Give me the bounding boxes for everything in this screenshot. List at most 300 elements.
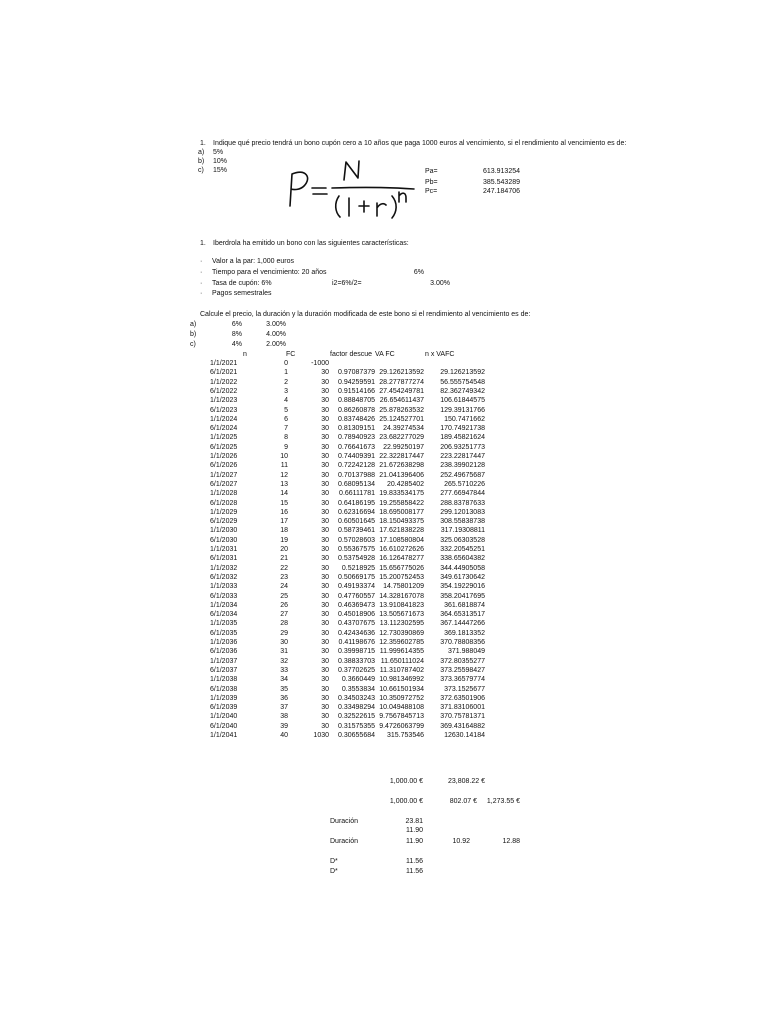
cell-present-value: 11.999614355 xyxy=(379,648,424,656)
modified-duration-label: D* xyxy=(330,858,338,865)
cell-date: 1/1/2027 xyxy=(210,471,238,479)
cell-date: 6/1/2039 xyxy=(210,704,238,712)
cell-date: 1/1/2030 xyxy=(210,527,238,535)
bullet-dot: · xyxy=(200,290,203,297)
cell-date: 6/1/2029 xyxy=(210,518,238,526)
q2-option-a-letter: a) xyxy=(190,321,197,328)
cell-n-x-pv: 338.65604382 xyxy=(440,555,485,563)
table-row xyxy=(0,489,768,498)
cell-date: 6/1/2037 xyxy=(210,666,238,674)
cell-cash-flow: 30 xyxy=(321,573,329,581)
cell-discount-factor: 0.81309151 xyxy=(338,425,375,433)
cell-present-value: 9.7567845713 xyxy=(379,713,424,721)
table-row xyxy=(0,452,768,461)
cell-date: 1/1/2021 xyxy=(210,360,238,367)
cell-period: 6 xyxy=(284,415,288,423)
cell-period: 30 xyxy=(280,639,288,646)
cell-date: 1/1/2031 xyxy=(210,546,238,553)
cell-n-x-pv: 344.44905058 xyxy=(440,564,485,572)
cell-cash-flow: 30 xyxy=(321,657,329,665)
cell-cash-flow: 30 xyxy=(321,620,329,628)
table-row xyxy=(0,601,768,610)
cell-period: 8 xyxy=(284,434,288,442)
cell-discount-factor: 0.47760557 xyxy=(338,592,375,600)
cell-present-value: 15.200752453 xyxy=(379,573,424,581)
cell-cash-flow: 30 xyxy=(321,462,329,470)
cell-period: 13 xyxy=(280,480,288,488)
q1-option-b-value: 10% xyxy=(213,158,228,165)
cell-date: 6/1/2040 xyxy=(210,722,238,730)
cell-discount-factor: 0.39998715 xyxy=(338,648,375,656)
cell-n-x-pv: 370.78808356 xyxy=(440,639,485,646)
cell-n-x-pv: 373.1525677 xyxy=(444,685,485,693)
q1-result-c-label: Pc= xyxy=(425,188,438,195)
table-row xyxy=(0,396,768,405)
cell-discount-factor: 0.3553834 xyxy=(341,685,375,693)
cell-period: 19 xyxy=(280,536,288,544)
table-row xyxy=(0,536,768,545)
duracion-years: 11.90 xyxy=(406,827,423,834)
cell-n-x-pv: 325.06303528 xyxy=(440,536,485,544)
cell-date: 1/1/2038 xyxy=(210,676,238,684)
cell-present-value: 22.322817447 xyxy=(379,453,424,460)
table-row xyxy=(0,657,768,666)
cell-present-value: 13.910841823 xyxy=(379,601,424,609)
cell-cash-flow: 30 xyxy=(321,378,329,386)
cell-present-value: 15.656775026 xyxy=(379,564,424,572)
table-row xyxy=(0,629,768,638)
cell-date: 6/1/2024 xyxy=(210,425,238,433)
q1-result-c-value: 247.184706 xyxy=(483,188,520,195)
cell-discount-factor: 0.50669175 xyxy=(338,573,375,581)
sum-n-x-vafc: 23,808.22 € xyxy=(448,778,485,785)
cell-period: 0 xyxy=(284,360,288,367)
bullet-par-value: Valor a la par: 1,000 euros xyxy=(212,258,294,265)
table-row xyxy=(0,722,768,731)
cell-discount-factor: 0.86260878 xyxy=(338,406,375,414)
q1-result-b-label: Pb= xyxy=(425,179,438,186)
cell-n-x-pv: 29.126213592 xyxy=(440,369,485,377)
cell-n-x-pv: 371.988049 xyxy=(448,648,485,656)
cell-n-x-pv: 332.20545251 xyxy=(440,546,485,553)
cell-date: 6/1/2027 xyxy=(210,480,238,488)
cell-present-value: 26.654611437 xyxy=(379,397,424,405)
cell-date: 6/1/2023 xyxy=(210,406,238,414)
table-row xyxy=(0,545,768,554)
cell-discount-factor: 0.88848705 xyxy=(338,397,375,405)
cell-date: 1/1/2033 xyxy=(210,583,238,591)
cell-discount-factor: 0.38833703 xyxy=(338,657,375,665)
cell-discount-factor: 0.72242128 xyxy=(338,462,375,470)
cell-discount-factor: 0.57028603 xyxy=(338,536,375,544)
cell-cash-flow: 30 xyxy=(321,434,329,442)
q1-option-a-letter: a) xyxy=(198,149,205,156)
bullet-coupon: Tasa de cupón: 6% xyxy=(212,280,272,287)
cell-present-value: 10.350972752 xyxy=(379,694,424,702)
cell-period: 1 xyxy=(284,369,288,377)
duracion-a: 11.90 xyxy=(406,838,423,845)
cell-n-x-pv: 354.19229016 xyxy=(440,583,485,591)
cell-present-value: 315.753546 xyxy=(387,732,424,739)
cell-period: 37 xyxy=(280,704,288,712)
cell-present-value: 16.610272626 xyxy=(379,546,424,553)
cell-n-x-pv: 265.5710226 xyxy=(444,480,485,488)
cell-discount-factor: 0.46369473 xyxy=(338,601,375,609)
cell-date: 1/1/2035 xyxy=(210,620,238,628)
cell-discount-factor: 0.74409391 xyxy=(338,453,375,460)
q2-option-b-letter: b) xyxy=(190,331,197,338)
cell-period: 15 xyxy=(280,499,288,507)
cell-period: 9 xyxy=(284,443,288,451)
table-row xyxy=(0,582,768,591)
cell-n-x-pv: 369.1813352 xyxy=(444,629,485,637)
cell-period: 2 xyxy=(284,378,288,386)
cell-discount-factor: 0.3660449 xyxy=(341,676,375,684)
cell-n-x-pv: 189.45821624 xyxy=(440,434,485,442)
cell-period: 33 xyxy=(280,666,288,674)
cell-date: 6/1/2034 xyxy=(210,611,238,619)
modified-duration-label: D* xyxy=(330,868,338,875)
header-factor: factor descue xyxy=(330,351,373,358)
table-row xyxy=(0,526,768,535)
cell-n-x-pv: 367.14447266 xyxy=(440,620,485,628)
table-row xyxy=(0,703,768,712)
cell-date: 6/1/2036 xyxy=(210,648,238,656)
cell-date: 6/1/2038 xyxy=(210,685,238,693)
cell-n-x-pv: 349.61730642 xyxy=(440,573,485,581)
cell-discount-factor: 0.91514166 xyxy=(338,387,375,395)
cell-cash-flow: 30 xyxy=(321,518,329,526)
cell-present-value: 29.126213592 xyxy=(379,369,424,377)
cell-n-x-pv: 317.19308811 xyxy=(440,527,485,535)
cell-n-x-pv: 56.555754548 xyxy=(440,378,485,386)
cell-date: 1/1/2032 xyxy=(210,564,238,572)
cell-n-x-pv: 373.25598427 xyxy=(440,666,485,674)
table-row xyxy=(0,666,768,675)
cell-cash-flow: 30 xyxy=(321,722,329,730)
cell-present-value: 21.672638298 xyxy=(379,462,424,470)
cell-period: 39 xyxy=(280,722,288,730)
cell-discount-factor: 0.58739461 xyxy=(338,527,375,535)
duracion-label: Duración xyxy=(330,818,359,825)
cell-cash-flow: 30 xyxy=(321,629,329,637)
cell-period: 23 xyxy=(280,573,288,581)
cell-n-x-pv: 288.83787633 xyxy=(440,499,485,507)
cell-date: 1/1/2040 xyxy=(210,713,238,721)
table-row xyxy=(0,443,768,452)
cell-date: 6/1/2031 xyxy=(210,555,238,563)
q1-result-b-value: 385.543289 xyxy=(483,179,520,186)
cell-period: 21 xyxy=(280,555,288,563)
cell-present-value: 19.833534175 xyxy=(379,490,424,498)
q2-option-a-annual: 6% xyxy=(231,321,242,328)
q2-text: Iberdrola ha emitido un bono con las siguientes características: xyxy=(213,240,409,247)
table-row xyxy=(0,461,768,470)
cell-cash-flow: 30 xyxy=(321,555,329,563)
table-row xyxy=(0,406,768,415)
cell-cash-flow: 30 xyxy=(321,369,329,377)
cell-cash-flow: 30 xyxy=(321,406,329,414)
cell-cash-flow: 30 xyxy=(321,694,329,702)
duracion-b: 10.92 xyxy=(452,838,470,845)
cell-date: 1/1/2037 xyxy=(210,657,238,665)
cell-cash-flow: 30 xyxy=(321,415,329,423)
cell-present-value: 11.310787402 xyxy=(379,666,424,674)
cell-n-x-pv: 170.74921738 xyxy=(440,425,485,433)
cell-date: 1/1/2029 xyxy=(210,508,238,516)
modified-duration-value: 11.56 xyxy=(406,868,423,875)
sum-va-fc: 1,000.00 € xyxy=(389,778,423,785)
cell-n-x-pv: 129.39131766 xyxy=(440,406,485,414)
cell-cash-flow: 30 xyxy=(321,453,329,460)
cell-date: 1/1/2036 xyxy=(210,639,238,646)
cell-discount-factor: 0.42434636 xyxy=(338,629,375,637)
q2-number: 1. xyxy=(200,240,206,247)
cell-period: 34 xyxy=(280,676,288,684)
q1-option-a-value: 5% xyxy=(213,149,224,156)
maturity-extra: 6% xyxy=(413,269,424,276)
duracion-periods: 23.81 xyxy=(405,818,423,825)
cell-cash-flow: 30 xyxy=(321,387,329,395)
coupon-semiannual-rate: 3.00% xyxy=(430,280,450,287)
cell-date: 6/1/2021 xyxy=(210,369,238,377)
cell-discount-factor: 0.31575355 xyxy=(338,722,375,730)
table-row xyxy=(0,694,768,703)
coupon-semiannual-formula: i2=6%/2= xyxy=(332,280,362,287)
cell-discount-factor: 0.62316694 xyxy=(338,508,375,516)
cell-cash-flow: 30 xyxy=(321,397,329,405)
cell-present-value: 19.255858422 xyxy=(379,499,424,507)
cell-n-x-pv: 82.362749342 xyxy=(440,387,485,395)
cell-date: 1/1/2034 xyxy=(210,601,238,609)
table-row xyxy=(0,415,768,424)
bullet-maturity: Tiempo para el vencimiento: 20 años xyxy=(212,269,327,276)
cell-discount-factor: 0.33498294 xyxy=(338,704,375,712)
cell-present-value: 28.277877274 xyxy=(379,378,424,386)
cell-period: 4 xyxy=(284,397,288,405)
cell-discount-factor: 0.64186195 xyxy=(338,499,375,507)
cell-discount-factor: 0.83748426 xyxy=(338,415,375,423)
cell-n-x-pv: 308.55838738 xyxy=(440,518,485,526)
cell-date: 6/1/2025 xyxy=(210,443,238,451)
cell-date: 1/1/2026 xyxy=(210,453,238,460)
cell-present-value: 18.695008177 xyxy=(379,508,424,516)
cell-period: 14 xyxy=(280,490,288,498)
cell-date: 1/1/2028 xyxy=(210,490,238,498)
cell-present-value: 21.041396406 xyxy=(379,471,424,479)
cell-present-value: 24.39274534 xyxy=(383,425,424,433)
cell-period: 17 xyxy=(280,518,288,526)
table-row xyxy=(0,508,768,517)
header-n: n xyxy=(243,351,247,358)
cell-period: 5 xyxy=(284,406,288,414)
table-row xyxy=(0,573,768,582)
table-row xyxy=(0,359,768,368)
cell-period: 3 xyxy=(284,387,288,395)
cell-period: 12 xyxy=(280,471,288,479)
duracion-c: 12.88 xyxy=(502,838,520,845)
price-a: 1,000.00 € xyxy=(389,798,423,805)
cell-present-value: 23.682277029 xyxy=(379,434,424,442)
cell-period: 27 xyxy=(280,611,288,619)
cell-date: 1/1/2041 xyxy=(210,732,238,739)
cell-discount-factor: 0.70137988 xyxy=(338,471,375,479)
cell-discount-factor: 0.32522615 xyxy=(338,713,375,721)
table-row xyxy=(0,517,768,526)
cell-present-value: 10.981346992 xyxy=(379,676,424,684)
duracion-label: Duración xyxy=(330,838,359,845)
cell-n-x-pv: 299.12013083 xyxy=(440,508,485,516)
cell-discount-factor: 0.66111781 xyxy=(339,490,375,498)
q1-option-b-letter: b) xyxy=(198,158,205,165)
price-c: 1,273.55 € xyxy=(486,798,520,805)
header-n-x-vafc: n x VAFC xyxy=(425,351,455,358)
price-b: 802.07 € xyxy=(449,798,477,805)
cell-cash-flow: 30 xyxy=(321,592,329,600)
table-row xyxy=(0,685,768,694)
cell-n-x-pv: 238.39902128 xyxy=(440,462,485,470)
q2-calc-text: Calcule el precio, la duración y la duración modificada de este bono si el rendimiento al vencimiento es de: xyxy=(200,311,531,318)
cell-present-value: 12.730390869 xyxy=(379,629,424,637)
header-va-fc: VA FC xyxy=(375,351,395,358)
cell-present-value: 11.650111024 xyxy=(380,657,424,665)
cell-discount-factor: 0.53754928 xyxy=(338,555,375,563)
q2-option-c-semi: 2.00% xyxy=(266,341,286,348)
cell-date: 6/1/2022 xyxy=(210,387,238,395)
bullet-dot: · xyxy=(200,269,203,276)
cell-n-x-pv: 369.43164882 xyxy=(440,722,485,730)
cell-n-x-pv: 361.6818874 xyxy=(444,601,485,609)
cell-discount-factor: 0.94259591 xyxy=(338,378,375,386)
table-row xyxy=(0,433,768,442)
cell-discount-factor: 0.55367575 xyxy=(338,546,375,553)
cell-discount-factor: 0.43707675 xyxy=(338,620,375,628)
cell-cash-flow: 30 xyxy=(321,471,329,479)
cell-period: 31 xyxy=(280,648,288,656)
cell-cash-flow: 30 xyxy=(321,527,329,535)
cell-discount-factor: 0.97087379 xyxy=(338,369,375,377)
table-row xyxy=(0,499,768,508)
cell-period: 24 xyxy=(280,583,288,591)
cell-date: 1/1/2039 xyxy=(210,694,238,702)
cell-present-value: 13.505671673 xyxy=(379,611,424,619)
cell-cash-flow: -1000 xyxy=(311,360,329,367)
table-row xyxy=(0,564,768,573)
cell-present-value: 27.454249781 xyxy=(379,387,424,395)
cell-discount-factor: 0.37702625 xyxy=(338,666,375,674)
cell-cash-flow: 30 xyxy=(321,443,329,451)
cell-cash-flow: 30 xyxy=(321,704,329,712)
cell-period: 11 xyxy=(280,462,288,470)
cell-present-value: 16.126478277 xyxy=(379,555,424,563)
table-row xyxy=(0,387,768,396)
table-row xyxy=(0,675,768,684)
cell-date: 6/1/2032 xyxy=(210,573,238,581)
cell-period: 38 xyxy=(280,713,288,721)
cell-n-x-pv: 206.93251773 xyxy=(440,443,485,451)
bullet-dot: · xyxy=(200,258,203,265)
cell-present-value: 10.661501934 xyxy=(379,685,424,693)
modified-duration-value: 11.56 xyxy=(406,858,423,865)
cell-n-x-pv: 358.20417695 xyxy=(440,592,485,600)
cell-n-x-pv: 373.36579774 xyxy=(440,676,485,684)
cell-present-value: 25.878263532 xyxy=(379,406,424,414)
cell-discount-factor: 0.49193374 xyxy=(338,583,375,591)
cell-cash-flow: 30 xyxy=(321,611,329,619)
cell-cash-flow: 30 xyxy=(321,666,329,674)
cell-present-value: 18.150493375 xyxy=(379,518,424,526)
cell-n-x-pv: 370.75781371 xyxy=(440,713,485,721)
table-row xyxy=(0,731,768,740)
cell-present-value: 9.4726063799 xyxy=(379,722,424,730)
cell-present-value: 14.328167078 xyxy=(379,592,424,600)
cell-discount-factor: 0.5218925 xyxy=(341,564,375,572)
cell-date: 6/1/2035 xyxy=(210,629,238,637)
cell-cash-flow: 30 xyxy=(321,676,329,684)
table-row xyxy=(0,424,768,433)
cell-date: 6/1/2028 xyxy=(210,499,238,507)
cell-cash-flow: 30 xyxy=(321,480,329,488)
table-row xyxy=(0,638,768,647)
cell-cash-flow: 30 xyxy=(321,639,329,646)
cell-period: 10 xyxy=(280,453,288,460)
cell-date: 6/1/2033 xyxy=(210,592,238,600)
table-row xyxy=(0,610,768,619)
cell-n-x-pv: 252.49675687 xyxy=(440,471,485,479)
cell-period: 7 xyxy=(284,425,288,433)
cell-period: 40 xyxy=(280,732,288,739)
bullet-semiannual: Pagos semestrales xyxy=(212,290,272,297)
cell-period: 25 xyxy=(280,592,288,600)
table-row xyxy=(0,619,768,628)
cell-cash-flow: 30 xyxy=(321,648,329,656)
table-row xyxy=(0,378,768,387)
cell-present-value: 13.112302595 xyxy=(379,620,424,628)
q1-option-c-value: 15% xyxy=(213,167,228,174)
cell-period: 36 xyxy=(280,694,288,702)
cell-present-value: 17.621838228 xyxy=(379,527,424,535)
q2-option-b-semi: 4.00% xyxy=(266,331,286,338)
table-row xyxy=(0,712,768,721)
q2-option-b-annual: 8% xyxy=(231,331,242,338)
cell-cash-flow: 30 xyxy=(321,425,329,433)
cell-discount-factor: 0.78940923 xyxy=(338,434,375,442)
cell-present-value: 17.108580804 xyxy=(379,536,424,544)
cell-period: 22 xyxy=(280,564,288,572)
cell-present-value: 14.75801209 xyxy=(383,583,424,591)
cell-n-x-pv: 364.65313517 xyxy=(440,611,485,619)
cell-present-value: 25.124527701 xyxy=(379,415,424,423)
cell-cash-flow: 30 xyxy=(321,685,329,693)
q1-result-a-value: 613.913254 xyxy=(483,168,520,175)
cell-cash-flow: 30 xyxy=(321,546,329,553)
q1-result-a-label: Pa= xyxy=(425,168,438,175)
cell-n-x-pv: 106.61844575 xyxy=(440,397,485,405)
cell-n-x-pv: 277.66947844 xyxy=(440,490,485,498)
cell-period: 32 xyxy=(280,657,288,665)
header-fc: FC xyxy=(286,351,296,358)
cell-discount-factor: 0.34503243 xyxy=(338,694,375,702)
cell-n-x-pv: 372.63501906 xyxy=(440,694,485,702)
cell-discount-factor: 0.41198676 xyxy=(338,639,375,646)
cell-period: 16 xyxy=(280,508,288,516)
cell-period: 29 xyxy=(280,629,288,637)
cell-period: 26 xyxy=(280,601,288,609)
cell-period: 28 xyxy=(280,620,288,628)
table-row xyxy=(0,554,768,563)
cell-cash-flow: 1030 xyxy=(313,732,329,739)
cell-discount-factor: 0.68095134 xyxy=(338,480,375,488)
